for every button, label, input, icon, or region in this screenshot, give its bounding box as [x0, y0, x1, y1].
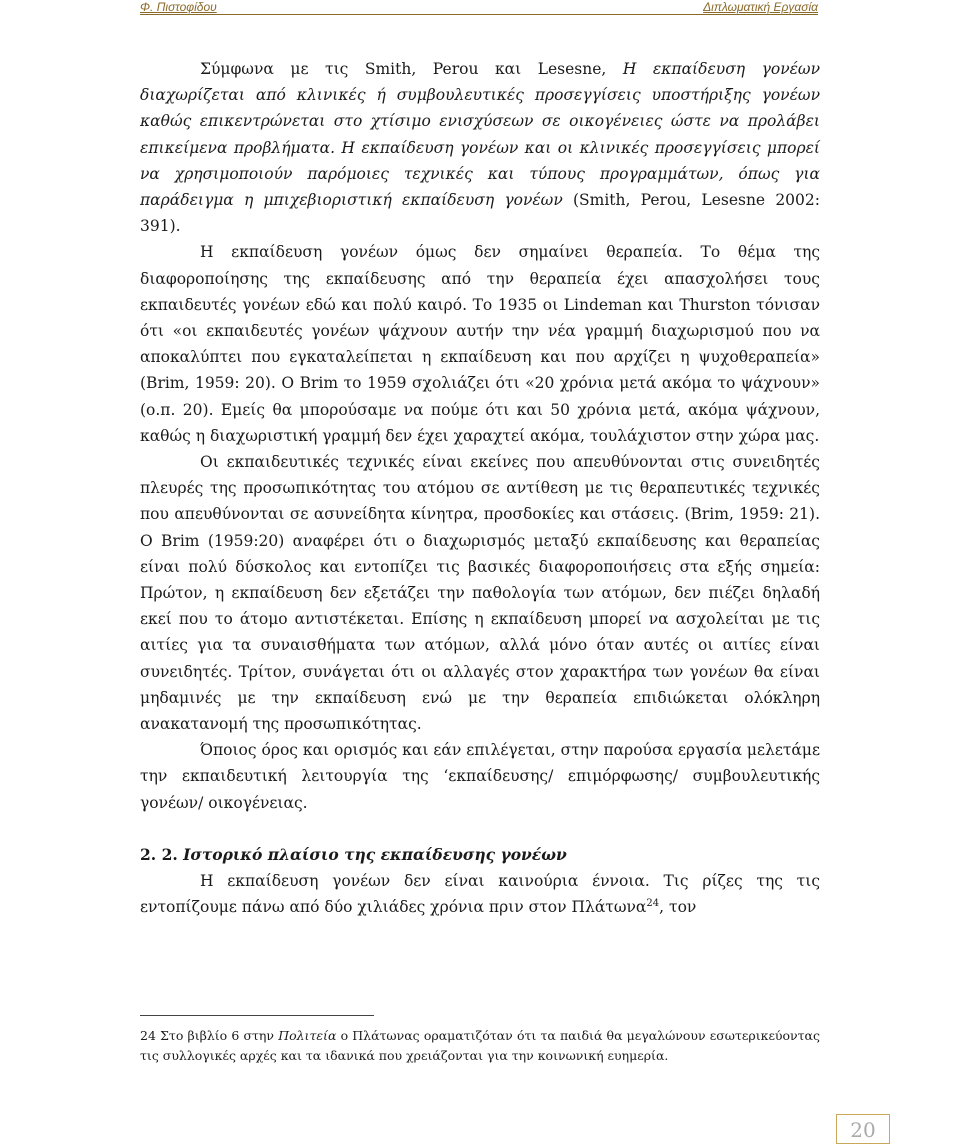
- paragraph-1-quote: Η εκπαίδευση γονέων διαχωρίζεται από κλινικές ή συμβουλευτικές προσεγγίσεις υποστήριξης γονέων καθώς επικεντρώνεται στο χτίσιμο ενισχύσεων σε οικογένειες ώστε να προλάβει επικείμενα προβλήματα. Η εκπαίδευση γονέων και οι κλινικές προσεγγίσεις μπορεί να χρησιμοποιούν παρόμοιες τεχνικές και τύπους προγραμμάτων, όπως για παράδειγμα η μπιχεβιοριστική εκπαίδευση γονέων: [140, 60, 820, 210]
- footnote: [140, 1026, 820, 1066]
- paragraph-1-citation: (Smith, Perou, Lesesne 2002: 391).: [140, 191, 820, 236]
- paragraph-1-lead: Σύμφωνα με τις Smith, Perou και Lesesne,: [200, 60, 623, 78]
- footnote-post: ο Πλάτωνας οραματιζόταν ότι τα παιδιά θα μεγαλώνουν εσωτερικεύοντας τις συλλογικές αρχές και τα ιδανικά που χρειάζονται για την κοινωνική ευημερία.: [140, 1028, 820, 1063]
- paragraph-1: [140, 56, 820, 239]
- document-body: [140, 56, 820, 921]
- paragraph-2: Η εκπαίδευση γονέων όμως δεν σημαίνει θεραπεία. Το θέμα της διαφοροποίησης της εκπαίδευσης από την θεραπεία έχει απασχολήσει τους εκπαιδευτές γονέων εδώ και πολύ καιρό. Το 1935 οι Lindeman και Thurston τόνισαν ότι «οι εκπαιδευτές γονέων ψάχνουν αυτήν την νέα γραμμή διαχωρισμού που να αποκαλύπτει που εγκαταλείπεται η εκπαίδευση και που αρχίζει η ψυχοθεραπεία» (Brim, 1959: 20). Ο Brim το 1959 σχολιάζει ότι «20 χρόνια μετά ακόμα το ψάχνουν» (ο.π. 20). Εμείς θα μπορούσαμε να πούμε ότι και 50 χρόνια μετά, ακόμα ψάχνουν, καθώς η διαχωριστική γραμμή δεν έχει χαραχτεί ακόμα, τουλάχιστον στην χώρα μας.: [140, 243, 820, 445]
- header-title: Διπλωματική Εργασία: [703, 0, 818, 14]
- footnote-work-title: Πολιτεία: [278, 1028, 337, 1043]
- paragraph-5-text: Η εκπαίδευση γονέων δεν είναι καινούρια έννοια. Τις ρίζες της τις εντοπίζουμε πάνω από δύο χιλιάδες χρόνια πριν στον Πλάτωνα: [140, 872, 820, 917]
- section-title: Ιστορικό πλαίσιο της εκπαίδευσης γονέων: [183, 844, 567, 864]
- footnote-number: 24: [140, 1028, 156, 1043]
- footnote-pre: Στο βιβλίο 6 στην: [155, 1028, 279, 1043]
- footnote-separator: [140, 1015, 374, 1016]
- section-heading: [140, 842, 820, 868]
- paragraph-5-tail: , τον: [659, 898, 697, 917]
- spacer: [140, 816, 820, 842]
- header-author: Φ. Πιστοφίδου: [140, 0, 217, 14]
- footnote-reference[interactable]: 24: [646, 898, 660, 910]
- page-number: 20: [850, 1118, 876, 1142]
- paragraph-4: Όποιος όρος και ορισμός και εάν επιλέγεται, στην παρούσα εργασία μελετάμε την εκπαιδευτική λειτουργία της ‘εκπαίδευσης/ επιμόρφωσης/ συμβουλευτικής γονέων/ οικογένειας.: [140, 741, 820, 812]
- paragraph-3: Οι εκπαιδευτικές τεχνικές είναι εκείνες που απευθύνονται στις συνειδητές πλευρές της προσωπικότητας του ατόμου σε αντίθεση με τις θεραπευτικές τεχνικές που απευθύνονται σε ασυνείδητα κίνητρα, προσδοκίες και στάσεις. (Brim, 1959: 21). Ο Brim (1959:20) αναφέρει ότι ο διαχωρισμός μεταξύ εκπαίδευσης και θεραπείας είναι πολύ δύσκολος και εντοπίζει τις βασικές διαφοροποιήσεις στα εξής σημεία: Πρώτον, η εκπαίδευση δεν εξετάζει την παθολογία των ατόμων, δεν πιέζει δηλαδή εκεί που το άτομο αντιστέκεται. Επίσης η εκπαίδευση μπορεί να ασχολείται με τις αιτίες για τα συναισθήματα των ατόμων, αλλά μόνο όταν αυτές οι αιτίες είναι συνειδητές. Τρίτον, συνάγεται ότι οι αλλαγές στον χαρακτήρα των γονέων θα είναι μηδαμινές με την εκπαίδευση ενώ με την θεραπεία επιδιώκεται ολόκληρη ανακατανομή της προσωπικότητας.: [140, 453, 820, 734]
- paragraph-5: [140, 868, 820, 920]
- header-rule: [140, 14, 818, 15]
- section-number: 2. 2.: [140, 844, 184, 864]
